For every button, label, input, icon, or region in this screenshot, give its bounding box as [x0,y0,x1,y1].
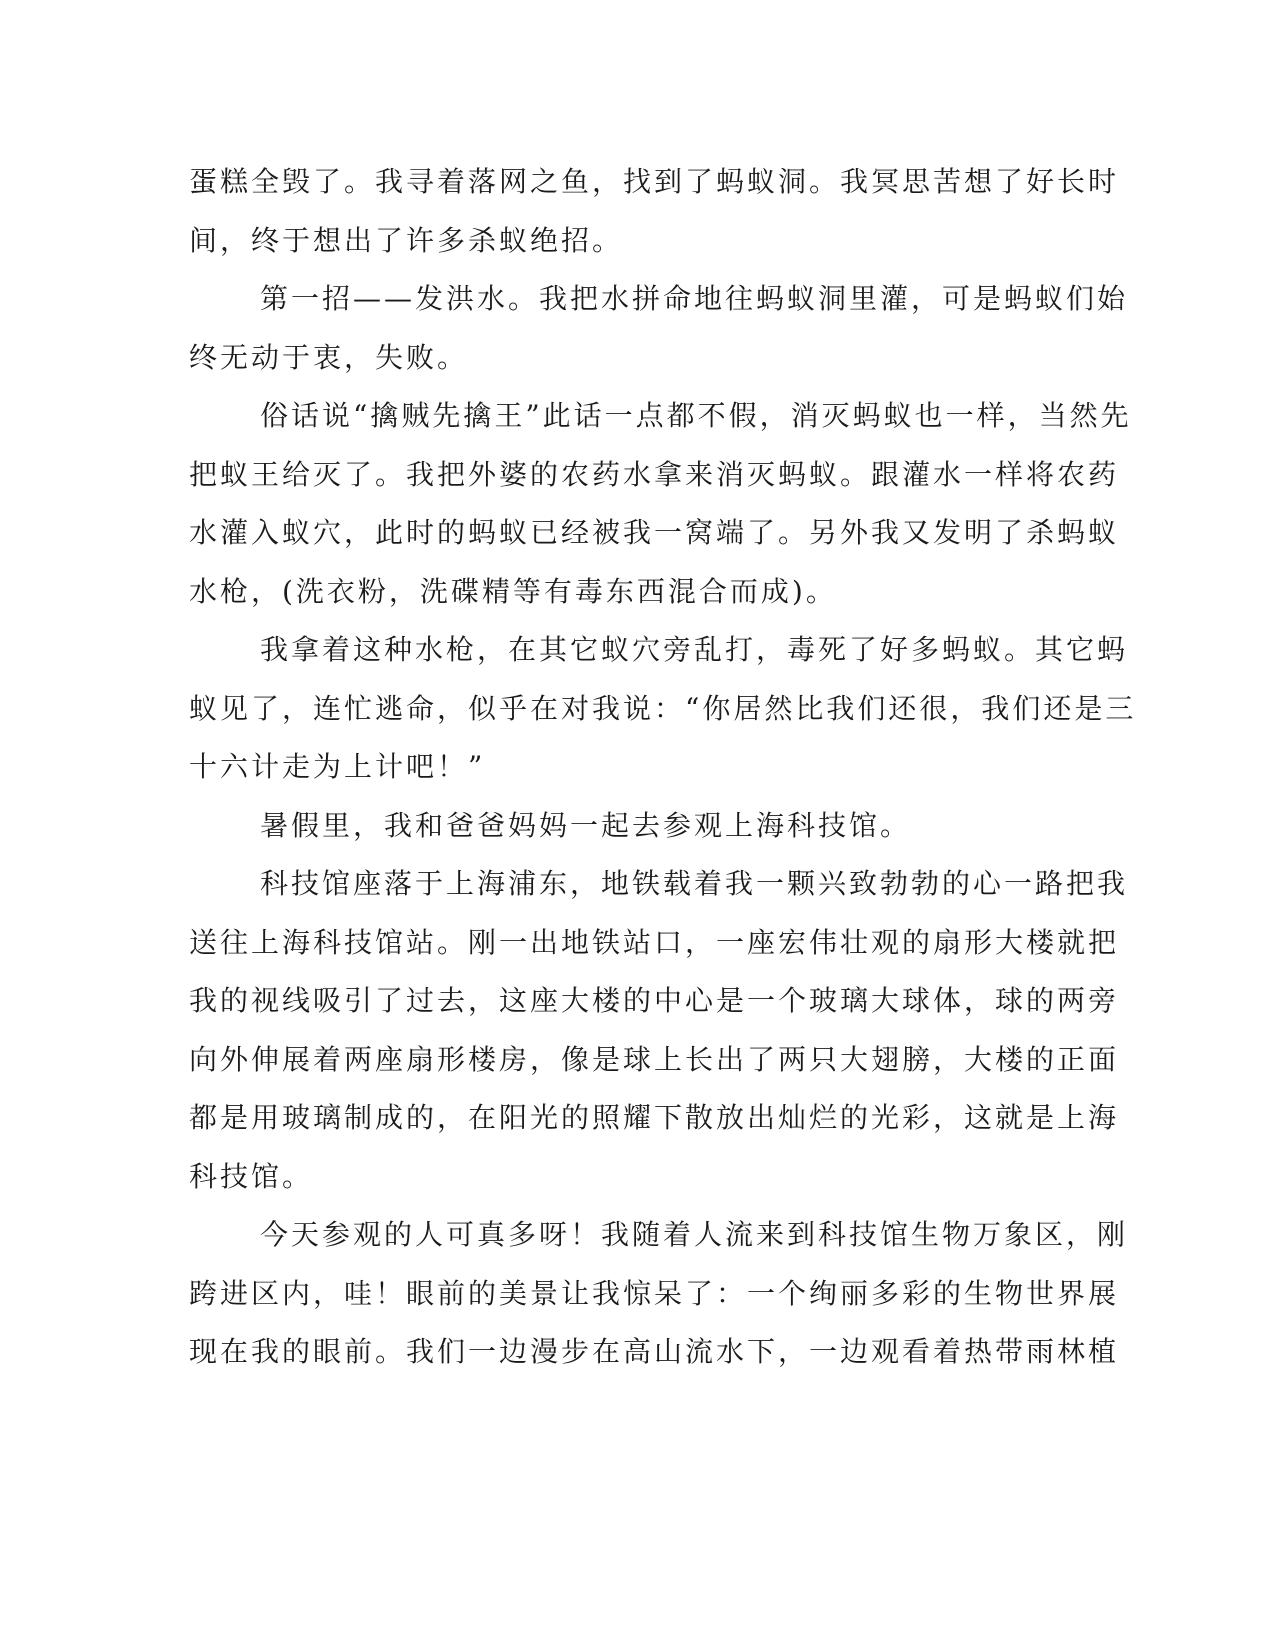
paragraph-start-line: 今天参观的人可真多呀！我随着人流来到科技馆生物万象区，刚 [260,1218,1129,1251]
text-line: 把蚁王给灭了。我把外婆的农药水拿来消灭蚂蚁。跟灌水一样将农药 [189,458,1120,491]
text-line: 十六计走为上计吧！” [189,750,486,783]
text-line: 现在我的眼前。我们一边漫步在高山流水下，一边观看着热带雨林植 [189,1335,1120,1368]
text-line: 向外伸展着两座扇形楼房，像是球上长出了两只大翅膀，大楼的正面 [189,1043,1120,1076]
paragraph-start-line: 科技馆座落于上海浦东，地铁载着我一颗兴致勃勃的心一路把我 [260,867,1129,900]
text-line: 水灌入蚁穴，此时的蚂蚁已经被我一窝端了。另外我又发明了杀蚂蚁 [189,516,1120,549]
paragraph-start-line: 俗话说“擒贼先擒王”此话一点都不假，消灭蚂蚁也一样，当然先 [260,399,1132,432]
text-line: 间，终于想出了许多杀蚁绝招。 [189,224,624,257]
text-line: 水枪，(洗衣粉，洗碟精等有毒东西混合而成)。 [189,575,837,608]
text-line: 蛋糕全毁了。我寻着落网之鱼，找到了蚂蚁洞。我冥思苦想了好长时 [189,165,1120,198]
text-line: 跨进区内，哇！眼前的美景让我惊呆了：一个绚丽多彩的生物世界展 [189,1277,1120,1310]
text-line: 科技馆。 [189,1160,314,1193]
paragraph-start-line: 第一招——发洪水。我把水拼命地往蚂蚁洞里灌，可是蚂蚁们始 [260,282,1129,315]
paragraph-start-line: 我拿着这种水枪，在其它蚁穴旁乱打，毒死了好多蚂蚁。其它蚂 [260,633,1129,666]
text-line: 终无动于衷，失败。 [189,341,469,374]
text-line: 送往上海科技馆站。刚一出地铁站口，一座宏伟壮观的扇形大楼就把 [189,926,1120,959]
text-line: 都是用玻璃制成的，在阳光的照耀下散放出灿烂的光彩，这就是上海 [189,1101,1120,1134]
text-line: 我的视线吸引了过去，这座大楼的中心是一个玻璃大球体，球的两旁 [189,984,1120,1017]
text-line: 蚁见了，连忙逃命，似乎在对我说：“你居然比我们还很，我们还是三 [189,692,1137,725]
paragraph-start-line: 暑假里，我和爸爸妈妈一起去参观上海科技馆。 [260,809,912,842]
